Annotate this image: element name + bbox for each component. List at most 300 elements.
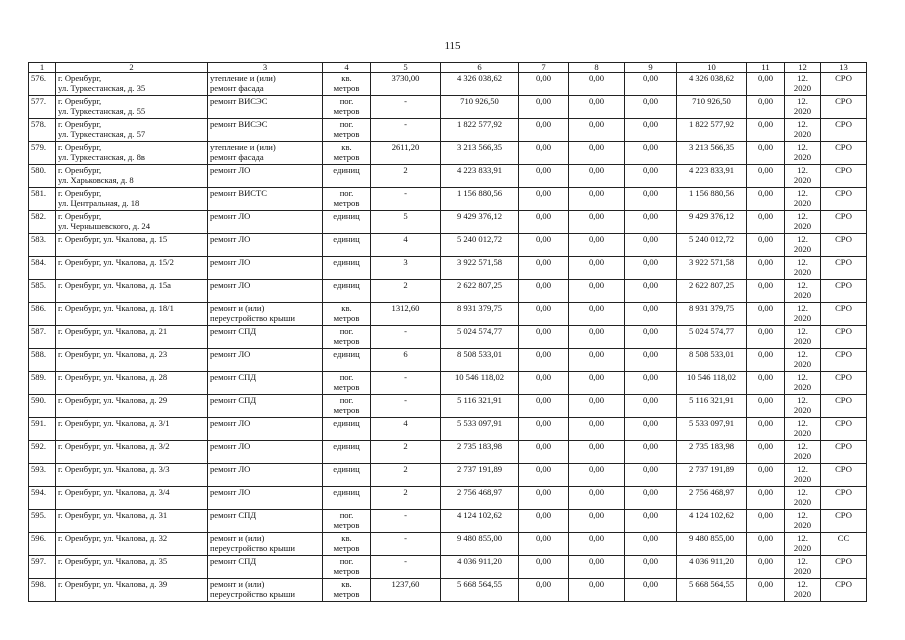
quantity-cell: 2 <box>371 441 441 464</box>
total-cost-cell: 5 116 321,91 <box>441 395 519 418</box>
address-cell <box>56 188 208 211</box>
col7-cell: 0,00 <box>519 579 569 602</box>
year-cell-line: 2020 <box>793 313 812 323</box>
address-cell-line: г. Оренбург, ул. Чкалова, д. 15 <box>58 234 168 244</box>
year-cell <box>785 142 821 165</box>
col10-cell: 10 546 118,02 <box>677 372 747 395</box>
work-type-cell-line: ремонт ЛО <box>210 349 251 359</box>
col9-cell: 0,00 <box>625 556 677 579</box>
quantity-cell: 3730,00 <box>371 73 441 96</box>
address-cell <box>56 395 208 418</box>
address-cell-line: г. Оренбург, ул. Чкалова, д. 3/2 <box>58 441 170 451</box>
unit-cell-line: единиц <box>333 165 360 175</box>
col8-cell: 0,00 <box>569 418 625 441</box>
total-cost-cell: 5 668 564,55 <box>441 579 519 602</box>
col10-cell: 3 922 571,58 <box>677 257 747 280</box>
row-number: 583. <box>29 234 56 257</box>
year-cell-line: 12. <box>797 257 808 267</box>
total-cost-cell: 5 240 012,72 <box>441 234 519 257</box>
year-cell-line: 12. <box>797 142 808 152</box>
column-header-2: 2 <box>56 63 208 73</box>
col9-cell: 0,00 <box>625 464 677 487</box>
work-type-cell-line: ремонт фасада <box>210 152 264 162</box>
work-type-cell <box>208 303 323 326</box>
row-number: 597. <box>29 556 56 579</box>
row-number: 576. <box>29 73 56 96</box>
col7-cell: 0,00 <box>519 326 569 349</box>
row-number: 595. <box>29 510 56 533</box>
row-number: 589. <box>29 372 56 395</box>
unit-cell <box>323 142 371 165</box>
address-cell <box>56 257 208 280</box>
year-cell <box>785 211 821 234</box>
year-cell-line: 2020 <box>793 290 812 300</box>
unit-cell-line: единиц <box>333 349 360 359</box>
unit-cell-line: пог. <box>339 395 354 405</box>
address-cell <box>56 418 208 441</box>
year-cell-line: 2020 <box>793 175 812 185</box>
quantity-cell: 2 <box>371 464 441 487</box>
address-cell <box>56 165 208 188</box>
col7-cell: 0,00 <box>519 464 569 487</box>
quantity-cell: - <box>371 119 441 142</box>
quantity-cell: 4 <box>371 418 441 441</box>
year-cell <box>785 234 821 257</box>
address-cell <box>56 510 208 533</box>
col11-cell: 0,00 <box>747 579 785 602</box>
col10-cell: 2 756 468,97 <box>677 487 747 510</box>
total-cost-cell: 8 508 533,01 <box>441 349 519 372</box>
total-cost-cell: 1 822 577,92 <box>441 119 519 142</box>
unit-cell-line: метров <box>333 152 360 162</box>
col10-cell: 2 737 191,89 <box>677 464 747 487</box>
fund-cell: СРО <box>821 188 867 211</box>
year-cell-line: 2020 <box>793 451 812 461</box>
address-cell <box>56 234 208 257</box>
year-cell-line: 2020 <box>793 428 812 438</box>
address-cell <box>56 579 208 602</box>
unit-cell <box>323 234 371 257</box>
col10-cell: 4 223 833,91 <box>677 165 747 188</box>
unit-cell-line: кв. <box>341 142 352 152</box>
year-cell-line: 12. <box>797 96 808 106</box>
col11-cell: 0,00 <box>747 73 785 96</box>
unit-cell-line: кв. <box>341 303 352 313</box>
col7-cell: 0,00 <box>519 372 569 395</box>
total-cost-cell: 8 931 379,75 <box>441 303 519 326</box>
col9-cell: 0,00 <box>625 395 677 418</box>
year-cell <box>785 395 821 418</box>
col8-cell: 0,00 <box>569 119 625 142</box>
col10-cell: 3 213 566,35 <box>677 142 747 165</box>
work-type-cell <box>208 395 323 418</box>
work-type-cell <box>208 579 323 602</box>
work-type-cell-line: ремонт ЛО <box>210 211 251 221</box>
year-cell-line: 2020 <box>793 336 812 346</box>
col9-cell: 0,00 <box>625 280 677 303</box>
unit-cell-line: метров <box>333 382 360 392</box>
col11-cell: 0,00 <box>747 510 785 533</box>
col11-cell: 0,00 <box>747 119 785 142</box>
col11-cell: 0,00 <box>747 326 785 349</box>
year-cell-line: 12. <box>797 119 808 129</box>
unit-cell-line: пог. <box>339 556 354 566</box>
fund-cell: СРО <box>821 326 867 349</box>
table-row <box>29 165 867 188</box>
unit-cell-line: метров <box>333 566 360 576</box>
table-row <box>29 418 867 441</box>
year-cell <box>785 165 821 188</box>
fund-cell: СРО <box>821 464 867 487</box>
year-cell <box>785 372 821 395</box>
unit-cell-line: единиц <box>333 464 360 474</box>
address-cell <box>56 211 208 234</box>
unit-cell-line: метров <box>333 106 360 116</box>
col10-cell: 2 735 183,98 <box>677 441 747 464</box>
col8-cell: 0,00 <box>569 96 625 119</box>
col8-cell: 0,00 <box>569 487 625 510</box>
address-cell-line: ул. Центральная, д. 18 <box>58 198 140 208</box>
table-row <box>29 510 867 533</box>
address-cell <box>56 73 208 96</box>
col11-cell: 0,00 <box>747 280 785 303</box>
col9-cell: 0,00 <box>625 96 677 119</box>
address-cell-line: г. Оренбург, <box>58 165 102 175</box>
quantity-cell: 6 <box>371 349 441 372</box>
address-cell-line: г. Оренбург, ул. Чкалова, д. 35 <box>58 556 168 566</box>
work-type-cell <box>208 165 323 188</box>
col8-cell: 0,00 <box>569 556 625 579</box>
unit-cell <box>323 464 371 487</box>
table-row <box>29 556 867 579</box>
address-cell <box>56 556 208 579</box>
row-number: 592. <box>29 441 56 464</box>
year-cell-line: 2020 <box>793 244 812 254</box>
quantity-cell: - <box>371 395 441 418</box>
year-cell <box>785 257 821 280</box>
year-cell-line: 2020 <box>793 221 812 231</box>
table-row <box>29 487 867 510</box>
address-cell-line: г. Оренбург, <box>58 188 102 198</box>
col9-cell: 0,00 <box>625 487 677 510</box>
table-row <box>29 142 867 165</box>
fund-cell: СРО <box>821 96 867 119</box>
unit-cell-line: единиц <box>333 280 360 290</box>
column-header-12: 12 <box>785 63 821 73</box>
year-cell <box>785 303 821 326</box>
col7-cell: 0,00 <box>519 349 569 372</box>
col8-cell: 0,00 <box>569 257 625 280</box>
year-cell-line: 12. <box>797 510 808 520</box>
fund-cell: СРО <box>821 349 867 372</box>
col9-cell: 0,00 <box>625 418 677 441</box>
work-type-cell-line: ремонт СПД <box>210 372 257 382</box>
table-row <box>29 211 867 234</box>
column-header-9: 9 <box>625 63 677 73</box>
unit-cell <box>323 510 371 533</box>
work-type-cell-line: переустройство крыши <box>210 313 295 323</box>
total-cost-cell: 2 756 468,97 <box>441 487 519 510</box>
year-cell <box>785 280 821 303</box>
table-row <box>29 234 867 257</box>
total-cost-cell: 10 546 118,02 <box>441 372 519 395</box>
row-number: 580. <box>29 165 56 188</box>
year-cell-line: 2020 <box>793 566 812 576</box>
work-type-cell <box>208 257 323 280</box>
year-cell-line: 2020 <box>793 497 812 507</box>
row-number: 586. <box>29 303 56 326</box>
col7-cell: 0,00 <box>519 487 569 510</box>
unit-cell <box>323 349 371 372</box>
year-cell <box>785 487 821 510</box>
row-number: 596. <box>29 533 56 556</box>
address-cell-line: г. Оренбург, ул. Чкалова, д. 21 <box>58 326 168 336</box>
row-number: 594. <box>29 487 56 510</box>
col11-cell: 0,00 <box>747 96 785 119</box>
year-cell <box>785 119 821 142</box>
work-type-cell <box>208 326 323 349</box>
total-cost-cell: 2 737 191,89 <box>441 464 519 487</box>
column-header-1: 1 <box>29 63 56 73</box>
col11-cell: 0,00 <box>747 234 785 257</box>
column-header-11: 11 <box>747 63 785 73</box>
year-cell-line: 2020 <box>793 382 812 392</box>
address-cell <box>56 142 208 165</box>
work-type-cell <box>208 441 323 464</box>
work-type-cell-line: ремонт СПД <box>210 395 257 405</box>
row-number: 582. <box>29 211 56 234</box>
fund-cell: СРО <box>821 579 867 602</box>
col7-cell: 0,00 <box>519 211 569 234</box>
col10-cell: 5 240 012,72 <box>677 234 747 257</box>
fund-cell: СРО <box>821 303 867 326</box>
col11-cell: 0,00 <box>747 395 785 418</box>
col10-cell: 710 926,50 <box>677 96 747 119</box>
col9-cell: 0,00 <box>625 73 677 96</box>
table-row <box>29 96 867 119</box>
address-cell <box>56 119 208 142</box>
unit-cell-line: единиц <box>333 441 360 451</box>
address-cell-line: г. Оренбург, ул. Чкалова, д. 39 <box>58 579 168 589</box>
table-row <box>29 579 867 602</box>
year-cell-line: 2020 <box>793 520 812 530</box>
address-cell-line: г. Оренбург, ул. Чкалова, д. 31 <box>58 510 168 520</box>
address-cell <box>56 372 208 395</box>
unit-cell-line: кв. <box>341 579 352 589</box>
year-cell <box>785 418 821 441</box>
col9-cell: 0,00 <box>625 211 677 234</box>
unit-cell-line: кв. <box>341 533 352 543</box>
col7-cell: 0,00 <box>519 395 569 418</box>
col11-cell: 0,00 <box>747 533 785 556</box>
unit-cell <box>323 556 371 579</box>
table-row <box>29 464 867 487</box>
unit-cell <box>323 96 371 119</box>
col9-cell: 0,00 <box>625 119 677 142</box>
address-cell-line: ул. Туркестанская, д. 35 <box>58 83 146 93</box>
col11-cell: 0,00 <box>747 211 785 234</box>
table-row <box>29 326 867 349</box>
unit-cell <box>323 119 371 142</box>
col8-cell: 0,00 <box>569 579 625 602</box>
col11-cell: 0,00 <box>747 303 785 326</box>
fund-cell: СРО <box>821 142 867 165</box>
unit-cell-line: метров <box>333 336 360 346</box>
address-cell <box>56 280 208 303</box>
col8-cell: 0,00 <box>569 510 625 533</box>
unit-cell <box>323 73 371 96</box>
total-cost-cell: 9 480 855,00 <box>441 533 519 556</box>
quantity-cell: 1312,60 <box>371 303 441 326</box>
page-number: 115 <box>444 40 461 52</box>
col8-cell: 0,00 <box>569 165 625 188</box>
work-type-cell-line: ремонт СПД <box>210 510 257 520</box>
address-cell-line: ул. Туркестанская, д. 57 <box>58 129 146 139</box>
work-type-cell-line: ремонт и (или) <box>210 303 265 313</box>
unit-cell-line: единиц <box>333 234 360 244</box>
work-type-cell-line: ремонт ВИСТС <box>210 188 268 198</box>
work-type-cell-line: ремонт СПД <box>210 326 257 336</box>
year-cell-line: 12. <box>797 395 808 405</box>
col9-cell: 0,00 <box>625 510 677 533</box>
work-type-cell-line: ремонт СПД <box>210 556 257 566</box>
year-cell-line: 12. <box>797 556 808 566</box>
row-number: 581. <box>29 188 56 211</box>
year-cell-line: 2020 <box>793 152 812 162</box>
work-type-cell <box>208 372 323 395</box>
year-cell-line: 12. <box>797 234 808 244</box>
unit-cell <box>323 418 371 441</box>
year-cell-line: 2020 <box>793 129 812 139</box>
year-cell-line: 12. <box>797 533 808 543</box>
unit-cell-line: метров <box>333 405 360 415</box>
unit-cell-line: единиц <box>333 211 360 221</box>
table-row <box>29 119 867 142</box>
work-type-cell <box>208 533 323 556</box>
work-type-cell-line: ремонт ЛО <box>210 464 251 474</box>
work-type-cell <box>208 349 323 372</box>
work-type-cell-line: переустройство крыши <box>210 543 295 553</box>
work-type-cell-line: ремонт ЛО <box>210 165 251 175</box>
address-cell-line: г. Оренбург, <box>58 73 102 83</box>
year-cell-line: 12. <box>797 487 808 497</box>
year-cell-line: 2020 <box>793 405 812 415</box>
unit-cell <box>323 372 371 395</box>
address-cell <box>56 303 208 326</box>
total-cost-cell: 2 735 183,98 <box>441 441 519 464</box>
total-cost-cell: 4 223 833,91 <box>441 165 519 188</box>
row-number: 577. <box>29 96 56 119</box>
address-cell-line: г. Оренбург, <box>58 142 102 152</box>
unit-cell <box>323 257 371 280</box>
column-header-5: 5 <box>371 63 441 73</box>
total-cost-cell: 5 024 574,77 <box>441 326 519 349</box>
year-cell-line: 12. <box>797 418 808 428</box>
year-cell-line: 12. <box>797 464 808 474</box>
fund-cell: СРО <box>821 280 867 303</box>
col9-cell: 0,00 <box>625 165 677 188</box>
fund-cell: СРО <box>821 211 867 234</box>
work-type-cell <box>208 96 323 119</box>
fund-cell: СРО <box>821 441 867 464</box>
year-cell-line: 12. <box>797 188 808 198</box>
col10-cell: 5 116 321,91 <box>677 395 747 418</box>
col10-cell: 8 508 533,01 <box>677 349 747 372</box>
year-cell <box>785 96 821 119</box>
unit-cell <box>323 326 371 349</box>
work-type-cell <box>208 119 323 142</box>
col7-cell: 0,00 <box>519 142 569 165</box>
address-cell-line: г. Оренбург, <box>58 96 102 106</box>
unit-cell <box>323 487 371 510</box>
unit-cell-line: пог. <box>339 119 354 129</box>
quantity-cell: - <box>371 188 441 211</box>
address-cell-line: ул. Харьковская, д. 8 <box>58 175 134 185</box>
col9-cell: 0,00 <box>625 533 677 556</box>
unit-cell-line: кв. <box>341 73 352 83</box>
col8-cell: 0,00 <box>569 211 625 234</box>
address-cell-line: г. Оренбург, ул. Чкалова, д. 15/2 <box>58 257 174 267</box>
year-cell <box>785 441 821 464</box>
address-cell-line: г. Оренбург, ул. Чкалова, д. 29 <box>58 395 168 405</box>
col10-cell: 5 533 097,91 <box>677 418 747 441</box>
quantity-cell: - <box>371 96 441 119</box>
work-type-cell <box>208 280 323 303</box>
col11-cell: 0,00 <box>747 556 785 579</box>
table-row <box>29 533 867 556</box>
year-cell-line: 2020 <box>793 198 812 208</box>
col10-cell: 2 622 807,25 <box>677 280 747 303</box>
year-cell <box>785 556 821 579</box>
table-row <box>29 257 867 280</box>
table-row <box>29 280 867 303</box>
col11-cell: 0,00 <box>747 257 785 280</box>
address-cell <box>56 441 208 464</box>
year-cell-line: 2020 <box>793 589 812 599</box>
year-cell-line: 12. <box>797 326 808 336</box>
year-cell-line: 12. <box>797 211 808 221</box>
row-number: 593. <box>29 464 56 487</box>
col8-cell: 0,00 <box>569 349 625 372</box>
quantity-cell: 2 <box>371 280 441 303</box>
year-cell <box>785 349 821 372</box>
col7-cell: 0,00 <box>519 234 569 257</box>
unit-cell-line: метров <box>333 520 360 530</box>
work-type-cell-line: ремонт ЛО <box>210 487 251 497</box>
col9-cell: 0,00 <box>625 188 677 211</box>
year-cell-line: 2020 <box>793 83 812 93</box>
row-number: 591. <box>29 418 56 441</box>
quantity-cell: - <box>371 556 441 579</box>
work-type-cell <box>208 234 323 257</box>
work-type-cell-line: ремонт ЛО <box>210 441 251 451</box>
unit-cell <box>323 211 371 234</box>
address-cell <box>56 96 208 119</box>
col9-cell: 0,00 <box>625 441 677 464</box>
quantity-cell: - <box>371 326 441 349</box>
year-cell-line: 12. <box>797 441 808 451</box>
column-header-4: 4 <box>323 63 371 73</box>
fund-cell: СРО <box>821 372 867 395</box>
col7-cell: 0,00 <box>519 96 569 119</box>
unit-cell-line: единиц <box>333 487 360 497</box>
unit-cell-line: метров <box>333 198 360 208</box>
year-cell <box>785 326 821 349</box>
work-type-cell <box>208 73 323 96</box>
row-number: 588. <box>29 349 56 372</box>
work-type-cell <box>208 142 323 165</box>
address-cell-line: г. Оренбург, ул. Чкалова, д. 32 <box>58 533 168 543</box>
